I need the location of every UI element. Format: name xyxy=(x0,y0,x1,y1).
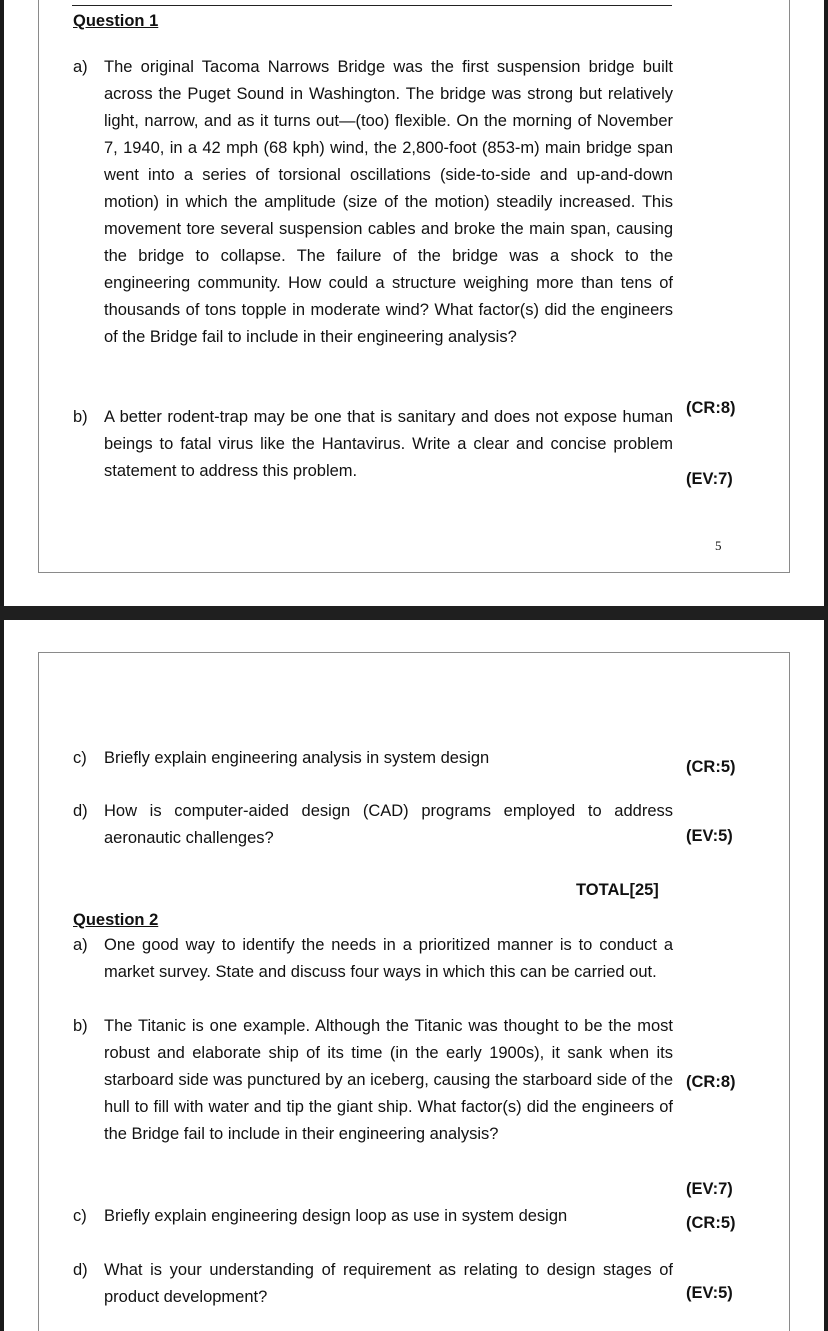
question-2a-label: a) xyxy=(73,936,88,954)
question-2a xyxy=(73,932,673,986)
question-1c-text: Briefly explain engineering analysis in system design xyxy=(104,749,490,767)
mark-2b-1: (CR:8) xyxy=(686,1073,736,1091)
question-2b-text: The Titanic is one example. Although the Titanic was thought to be the most robust and elaborate ship of its time (in the early 1900s), it sank when its starboard side was punctured by an iceberg, causing the starboard side of the hull to fill with water and tip the giant ship. What factor(s) did the engineers of the Bridge fail to include in their engineering analysis? xyxy=(104,1017,673,1143)
question-1-total: TOTAL[25] xyxy=(576,881,659,899)
question-2b-label: b) xyxy=(73,1017,88,1035)
mark-1a: (CR:8) xyxy=(686,399,736,417)
question-2c-label: c) xyxy=(73,1207,87,1225)
question-2d-text: What is your understanding of requirement as relating to design stages of product development? xyxy=(104,1261,673,1306)
question-1-title: Question 1 xyxy=(73,12,159,30)
mark-2c: (CR:5) xyxy=(686,1214,736,1232)
question-1d-text: How is computer-aided design (CAD) programs employed to address aeronautic challenges? xyxy=(104,802,673,847)
page-number: 5 xyxy=(715,538,722,553)
question-1c xyxy=(73,745,673,772)
question-1d xyxy=(73,798,673,852)
mark-2d: (EV:5) xyxy=(686,1284,733,1302)
question-1c-label: c) xyxy=(73,749,87,767)
question-2d xyxy=(73,1257,673,1311)
question-1a-label: a) xyxy=(73,58,88,76)
question-2b xyxy=(73,1013,673,1148)
question-2-title: Question 2 xyxy=(73,911,159,929)
question-1b-label: b) xyxy=(73,408,88,426)
question-1d-label: d) xyxy=(73,802,88,820)
question-1a xyxy=(73,54,673,351)
question-1a-text: The original Tacoma Narrows Bridge was the first suspension bridge built across the Puget Sound in Washington. The bridge was strong but relatively light, narrow, and as it turns out—(too) flexible. On the morning of November 7, 1940, in a 42 mph (68 kph) wind, the 2,800-foot (853-m) main bridge span went into a series of torsional oscillations (side-to-side and up-and-down motion) in which the amplitude (size of the motion) steadily increased. This movement tore several suspension cables and broke the main span, causing the bridge to collapse. The failure of the bridge was a shock to the engineering community. How could a structure weighing more than tens of thousands of tons topple in moderate wind? What factor(s) did the engineers of the Bridge fail to include in their engineering analysis? xyxy=(104,58,673,346)
question-2c-text: Briefly explain engineering design loop as use in system design xyxy=(104,1207,568,1225)
top-rule xyxy=(72,5,672,6)
question-2c xyxy=(73,1203,673,1230)
question-1b xyxy=(73,404,673,485)
page-divider xyxy=(0,606,828,620)
question-1b-text: A better rodent-trap may be one that is sanitary and does not expose human beings to fatal virus like the Hantavirus. Write a clear and concise problem statement to address this problem. xyxy=(104,408,673,480)
mark-1d: (EV:5) xyxy=(686,827,733,845)
question-2d-label: d) xyxy=(73,1261,88,1279)
mark-1c: (CR:5) xyxy=(686,758,736,776)
mark-1b: (EV:7) xyxy=(686,470,733,488)
mark-2b-2: (EV:7) xyxy=(686,1180,733,1198)
question-2a-text: One good way to identify the needs in a prioritized manner is to conduct a market survey. State and discuss four ways in which this can be carried out. xyxy=(104,936,673,981)
